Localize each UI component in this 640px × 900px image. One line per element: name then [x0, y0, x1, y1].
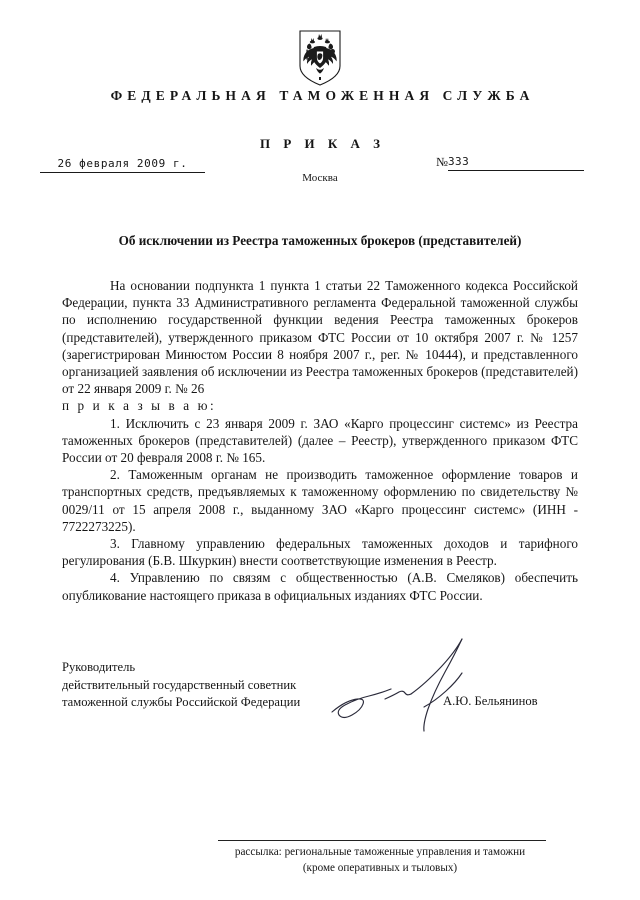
signatory-title-line-3: таможенной службы Российской Федерации — [62, 695, 301, 709]
signatory-name: А.Ю. Бельянинов — [443, 694, 538, 708]
distribution-note-line-1: рассылка: региональные таможенные управления и таможни — [234, 846, 526, 858]
body-item-4: 4. Управлению по связям с общественностью (А.В. Смеляков) обеспечить опубликование настоящего приказа в официальных изданиях ФТС России. — [62, 570, 578, 603]
distribution-note — [140, 845, 620, 876]
body-order-word: п р и к а з ы в а ю: — [62, 398, 217, 414]
signatory-title-line-1: Руководитель — [62, 660, 136, 674]
emblem-container — [0, 30, 640, 86]
number-rule — [474, 170, 584, 171]
document-number: 333 — [448, 155, 474, 171]
coat-of-arms-icon — [297, 30, 343, 86]
organization-title: ФЕДЕРАЛЬНАЯ ТАМОЖЕННАЯ СЛУЖБА — [110, 88, 535, 103]
document-city: Москва — [302, 172, 338, 184]
signatory-title-line-2: действительный государственный советник — [62, 677, 297, 692]
document-subject: Об исключении из Реестра таможенных брокеров (представителей) — [118, 233, 522, 248]
document-body — [62, 277, 578, 604]
body-item-2: 2. Таможенным органам не производить таможенное оформление товаров и транспортных средств, предъявляемых к таможенному оформлению по свидетельству № 0029/11 от 15 апреля 2008 г., выданному ЗАО «Карго процессинг системс» (ИНН - 7722273225). — [62, 467, 578, 534]
number-sign: № — [436, 154, 448, 169]
document-kind-heading: П Р И К А З — [259, 136, 386, 151]
body-item-3: 3. Главному управлению федеральных таможенных доходов и тарифного регулирования (Б.В. Шкуркин) внести соответствующие изменения в Реестр. — [62, 536, 578, 569]
handwritten-signature-icon — [330, 612, 530, 737]
footer-divider — [218, 840, 546, 841]
body-item-1: 1. Исключить с 23 января 2009 г. ЗАО «Карго процессинг системс» из Реестра таможенных брокеров (представителей) (далее – Реестр), утвержденного приказом ФТС России от 20 февраля 2008 г. № 165. — [62, 415, 578, 466]
body-preamble: На основании подпункта 1 пункта 1 статьи 22 Таможенного кодекса Российской Федерации, пункта 33 Административного регламента Федеральной таможенной службы по исполнению государственной функции ведения Реестра таможенных брокеров (представителей), утвержденного приказом ФТС России от 10 октября 2007 г. № 1257 (зарегистрирован Минюстом России 8 ноября 2007 г., рег. № 10444), и представленного организацией заявления об исключении из Реестра таможенных брокеров (представителей) от 22 января 2009 г. № 26 — [62, 278, 578, 397]
document-date: 26 февраля 2009 г. — [40, 157, 205, 173]
distribution-note-line-2: (кроме оперативных и тыловых) — [302, 861, 458, 874]
signatory-title — [62, 659, 300, 712]
document-number-block — [436, 155, 584, 171]
